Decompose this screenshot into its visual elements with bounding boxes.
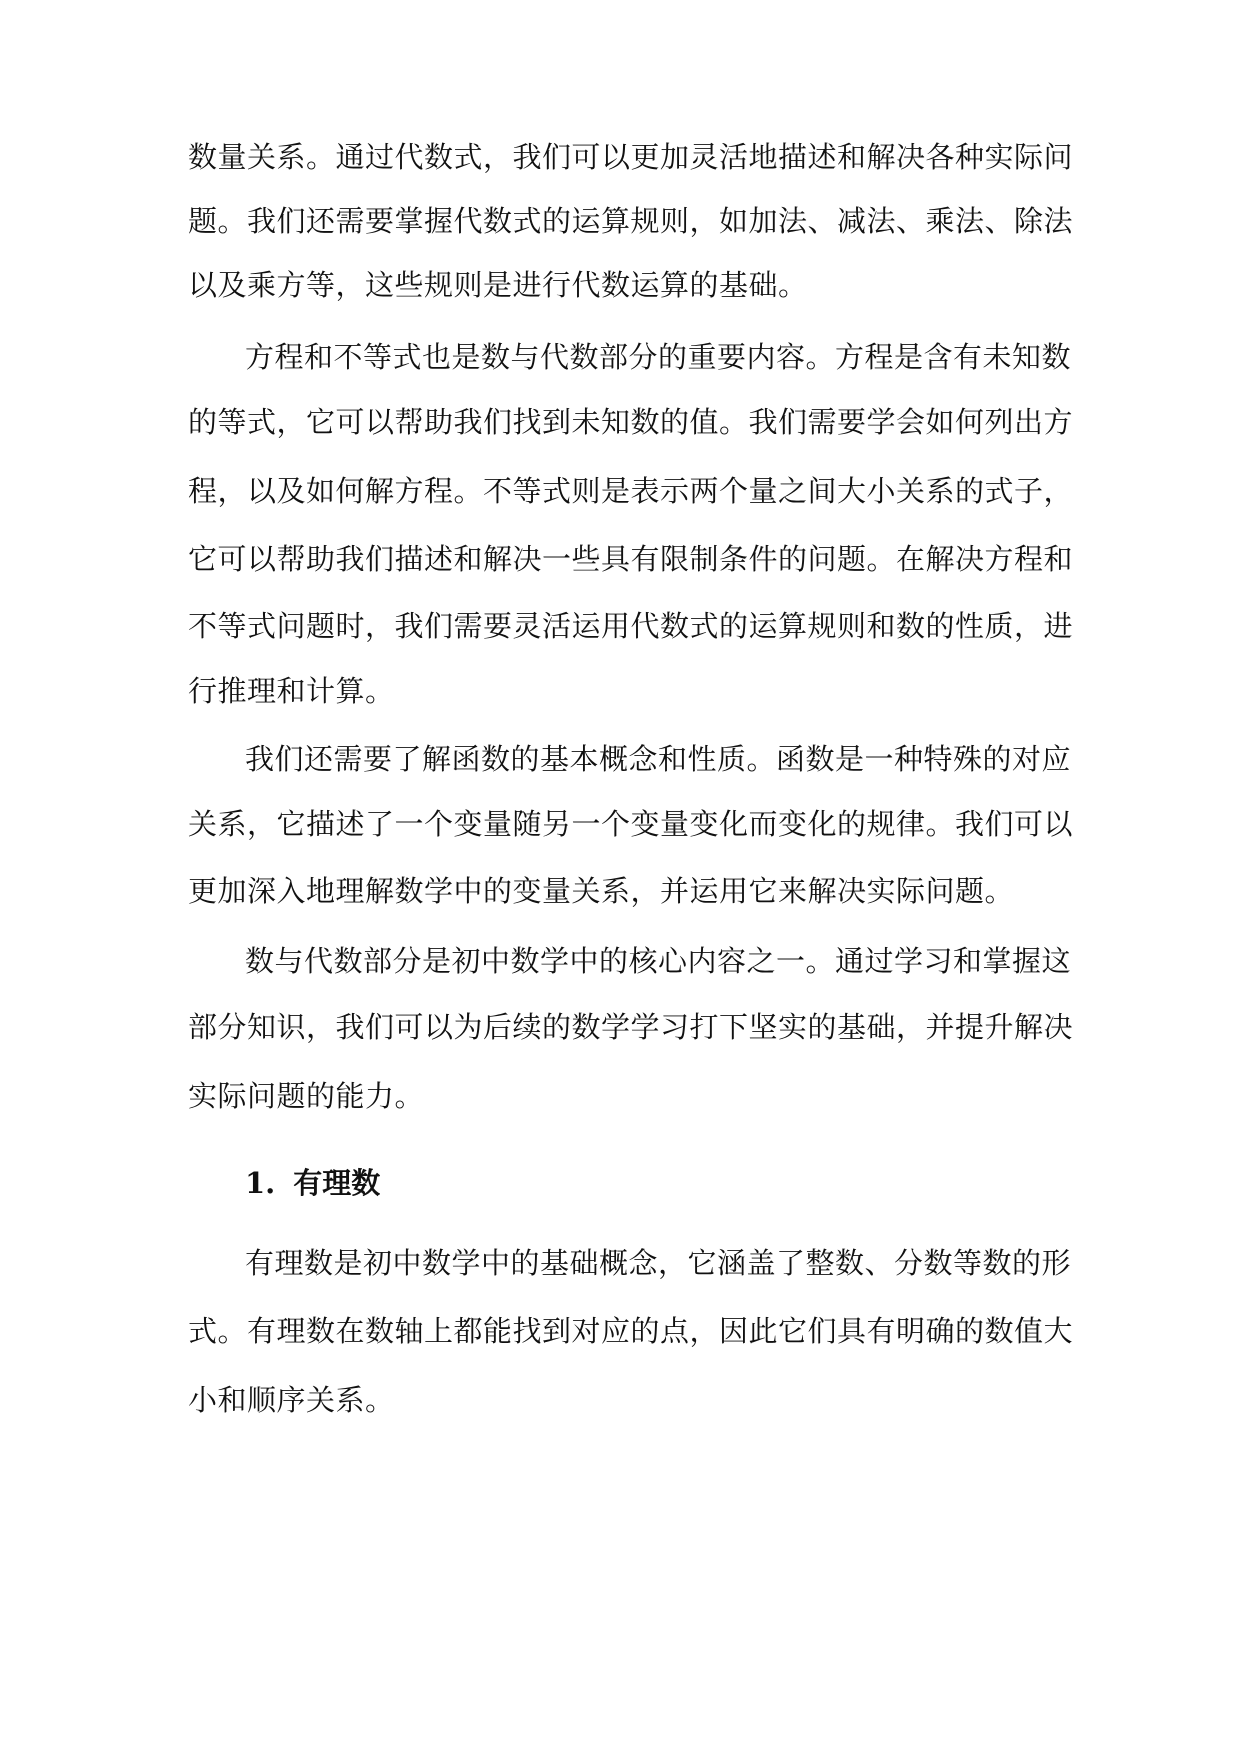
section-title: 有理数	[293, 1166, 381, 1200]
paragraph-2-line-5: 不等式问题时，我们需要灵活运用代数式的运算规则和数的性质，进	[188, 609, 1074, 643]
paragraph-2-line-1: 方程和不等式也是数与代数部分的重要内容。方程是含有未知数	[245, 340, 1072, 374]
section-heading	[245, 1164, 380, 1202]
paragraph-1-line-3: 以及乘方等，这些规则是进行代数运算的基础。	[188, 268, 808, 302]
section-number: 1.	[245, 1166, 276, 1200]
paragraph-1-line-1: 数量关系。通过代数式，我们可以更加灵活地描述和解决各种实际问	[188, 140, 1074, 174]
paragraph-3-line-1: 我们还需要了解函数的基本概念和性质。函数是一种特殊的对应	[245, 742, 1072, 776]
paragraph-4-line-3: 实际问题的能力。	[188, 1079, 425, 1113]
paragraph-1-line-2: 题。我们还需要掌握代数式的运算规则，如加法、减法、乘法、除法	[188, 204, 1074, 238]
paragraph-2-line-2: 的等式，它可以帮助我们找到未知数的值。我们需要学会如何列出方	[188, 405, 1074, 439]
paragraph-3-line-2: 关系，它描述了一个变量随另一个变量变化而变化的规律。我们可以	[188, 807, 1074, 841]
paragraph-2-line-6: 行推理和计算。	[188, 674, 395, 708]
paragraph-4-line-2: 部分知识，我们可以为后续的数学学习打下坚实的基础，并提升解决	[188, 1010, 1074, 1044]
paragraph-2-line-3: 程，以及如何解方程。不等式则是表示两个量之间大小关系的式子，	[188, 474, 1074, 508]
section-paragraph-line-3: 小和顺序关系。	[188, 1383, 395, 1417]
paragraph-4-line-1: 数与代数部分是初中数学中的核心内容之一。通过学习和掌握这	[245, 944, 1072, 978]
section-paragraph-line-2: 式。有理数在数轴上都能找到对应的点，因此它们具有明确的数值大	[188, 1314, 1074, 1348]
paragraph-2-line-4: 它可以帮助我们描述和解决一些具有限制条件的问题。在解决方程和	[188, 542, 1074, 576]
paragraph-3-line-3: 更加深入地理解数学中的变量关系，并运用它来解决实际问题。	[188, 874, 1015, 908]
section-paragraph-line-1: 有理数是初中数学中的基础概念，它涵盖了整数、分数等数的形	[245, 1246, 1072, 1280]
